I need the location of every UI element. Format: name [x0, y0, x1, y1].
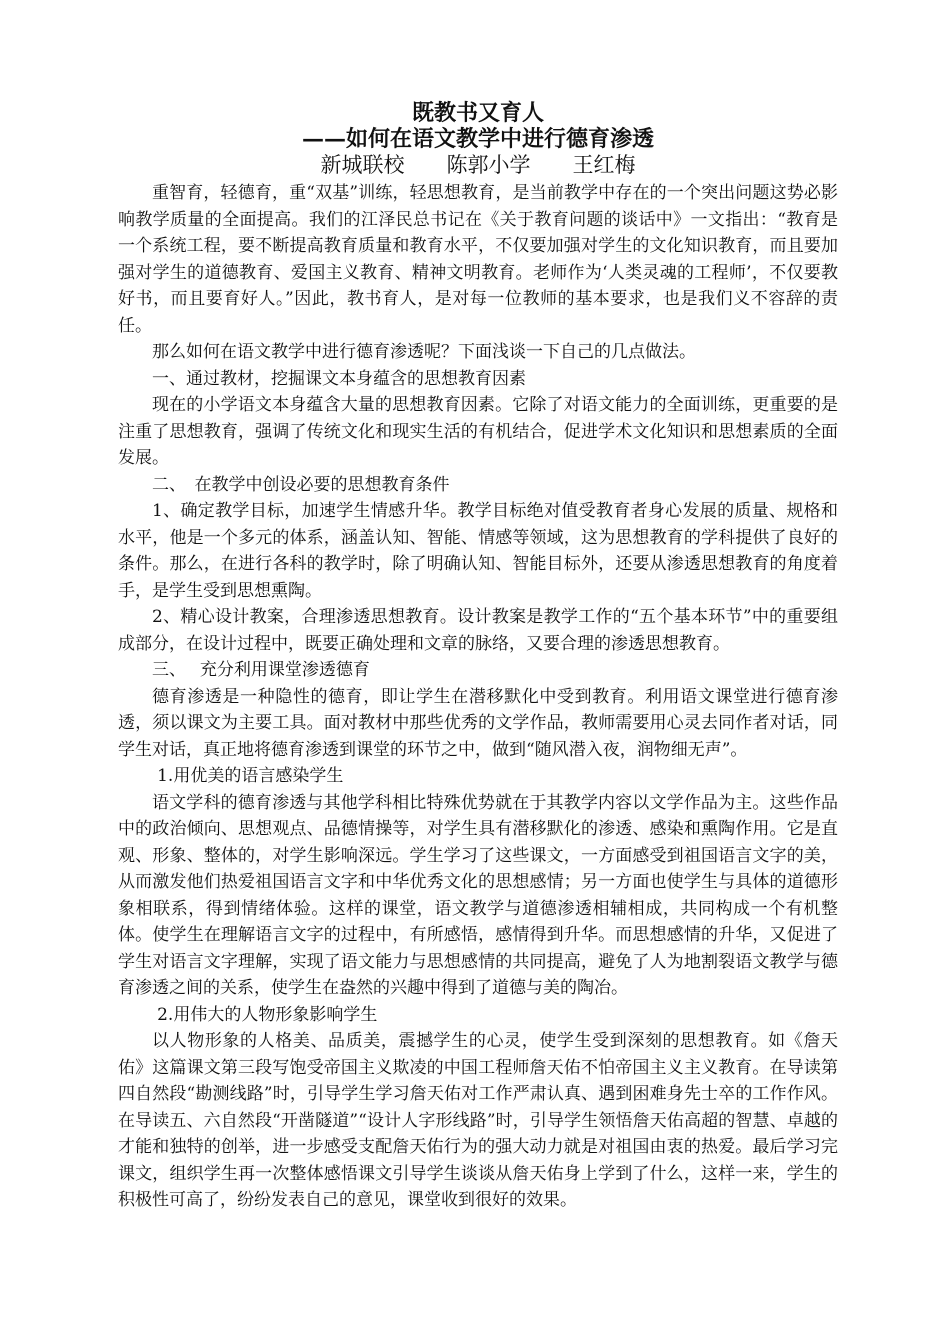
section-heading-1: 一、通过教材，挖掘课文本身蕴含的思想教育因素 [152, 368, 526, 389]
document-author: 新城联校 陈郭小学 王红梅 [320, 153, 636, 177]
document-subtitle: ——如何在语文教学中进行德育渗透 [301, 126, 654, 152]
document-title: 既教书又育人 [411, 100, 544, 126]
paragraph-section-1: 现在的小学语文本身蕴含大量的思想教育因素。它除了对语文能力的全面训练，更重要的是注重了思想教育，强调了传统文化和现实生活的有机结合，促进学术文化知识和思想素质的全面发展。 [118, 395, 838, 468]
paragraph-3-1: 语文学科的德育渗透与其他学科相比特殊优势就在于其教学内容以文学作品为主。这些作品中的政治倾向、思想观点、品德情操等，对学生具有潜移默化的渗透、感染和熏陶作用。它是直观、形象、整体的，对学生影响深远。学生学习了这些课文，一方面感受到祖国语言文字的美，从而激发他们热爱祖国语言文字和中华优秀文化的思想感情；另一方面也使学生与具体的道德形象相联系，得到情绪体验。这样的课堂，语文教学与道德渗透相辅相成，共同构成一个有机整体。使学生在理解语言文字的过程中，有所感悟，感情得到升华。而思想感情的升华，又促进了学生对语言文字理解，实现了语文能力与思想感情的共同提高，避免了人为地割裂语文教学与德育渗透之间的关系，使学生在盎然的兴趣中得到了道德与美的陶冶。 [118, 792, 838, 998]
subheading-3-2: 2.用伟大的人物形象影响学生 [157, 1004, 378, 1025]
document-page [118, 100, 838, 1214]
section-heading-2: 二、 在教学中创设必要的思想教育条件 [152, 474, 450, 495]
paragraph-section-3: 德育渗透是一种隐性的德育，即让学生在潜移默化中受到教育。利用语文课堂进行德育渗透，须以课文为主要工具。面对教材中那些优秀的文学作品，教师需要用心灵去同作者对话，同学生对话，真正地将德育渗透到课堂的环节之中，做到“随风潜入夜，润物细无声”。 [118, 686, 838, 760]
paragraph-intro: 重智育，轻德育，重“双基”训练，轻思想教育，是当前教学中存在的一个突出问题这势必影响教学质量的全面提高。我们的江泽民总书记在《关于教育问题的谈话中》一文指出：“教育是一个系统工程，要不断提高教育质量和教育水平，不仅要加强对学生的文化知识教育，而且要加强对学生的道德教育、爱国主义教育、精神文明教育。老师作为‘人类灵魂的工程师’，不仅要教好书，而且要育好人。”因此，教书育人，是对每一位教师的基本要求，也是我们义不容辞的责任。 [118, 183, 838, 336]
paragraph-section-2-item-1: 1、确定教学目标，加速学生情感升华。教学目标绝对值受教育者身心发展的质量、规格和水平，他是一个多元的体系，涵盖认知、智能、情感等领域，这为思想教育的学科提供了良好的条件。那么，在进行各科的教学时，除了明确认知、智能目标外，还要从渗透思想教育的角度着手，是学生受到思想熏陶。 [118, 501, 838, 601]
paragraph-section-2-item-2: 2、精心设计教案，合理渗透思想教育。设计教案是教学工作的“五个基本环节”中的重要组成部分，在设计过程中，既要正确处理和文章的脉络，又要合理的渗透思想教育。 [118, 607, 838, 654]
subheading-3-1: 1.用优美的语言感染学生 [157, 766, 344, 786]
paragraph-transition: 那么如何在语文教学中进行德育渗透呢？下面浅谈一下自己的几点做法。 [152, 342, 696, 362]
section-heading-3: 三、 充分利用课堂渗透德育 [152, 660, 370, 680]
paragraph-3-2: 以人物形象的人格美、品质美，震撼学生的心灵，使学生受到深刻的思想教育。如《詹天佑》这篇课文第三段写饱受帝国主义欺凌的中国工程师詹天佑不怕帝国主义主义教育。在导读第四自然段“勘测线路”时，引导学生学习詹天佑对工作严肃认真、遇到困难身先士卒的工作作风。在导读五、六自然段“开凿隧道”“设计人字形线路”时，引导学生领悟詹天佑高超的智慧、卓越的才能和独特的创举，进一步感受支配詹天佑行为的强大动力就是对祖国由衷的热爱。最后学习完课文，组织学生再一次整体感悟课文引导学生谈谈从詹天佑身上学到了什么，这样一来，学生的积极性可高了，纷纷发表自己的意见，课堂收到很好的效果。 [118, 1031, 838, 1210]
